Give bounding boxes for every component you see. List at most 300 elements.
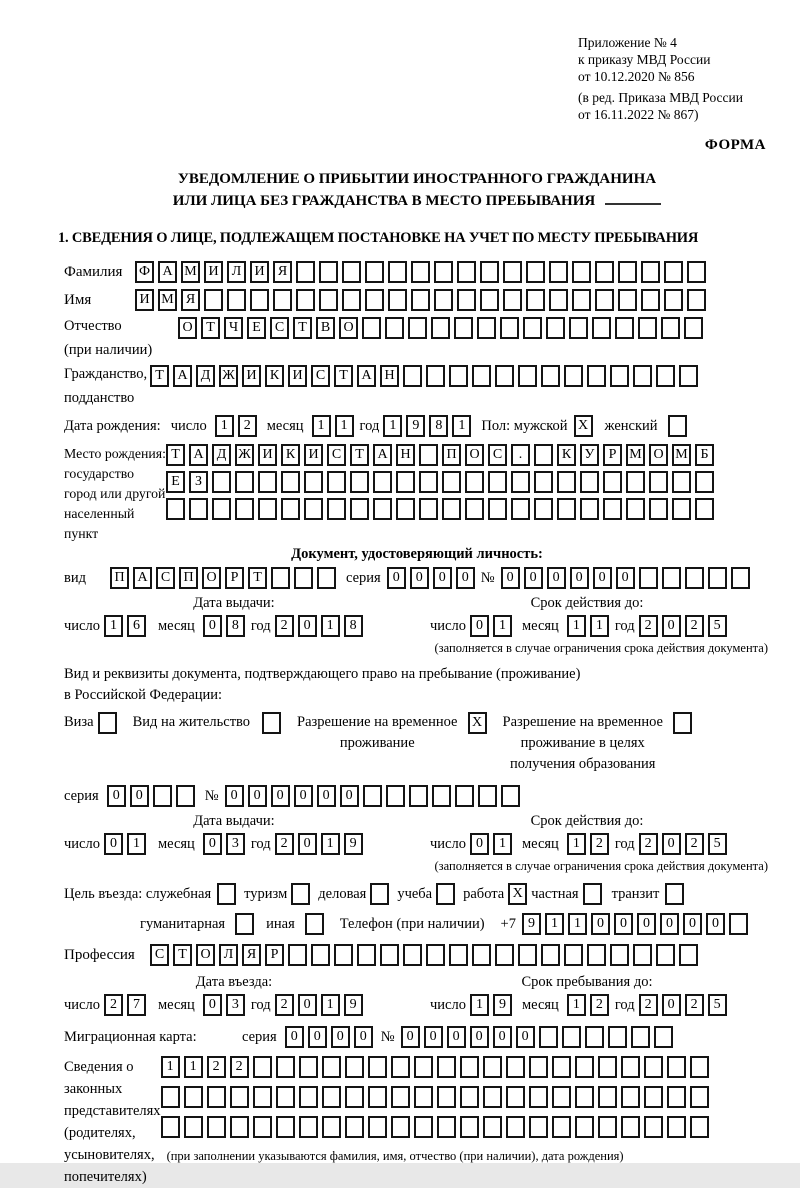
char-cell[interactable]: П	[179, 567, 198, 589]
char-cell[interactable]: 0	[130, 785, 149, 807]
char-cell[interactable]	[365, 261, 384, 283]
char-cell[interactable]	[539, 1026, 558, 1048]
char-cell[interactable]	[506, 1056, 525, 1078]
char-cell[interactable]: 0	[470, 833, 489, 855]
char-cell[interactable]: X	[468, 712, 487, 734]
char-cell[interactable]	[523, 317, 542, 339]
char-cell[interactable]	[501, 785, 520, 807]
char-cell[interactable]	[454, 317, 473, 339]
char-cell[interactable]	[690, 1056, 709, 1078]
permit-issue-year-cells[interactable]	[275, 833, 363, 855]
char-cell[interactable]: 2	[207, 1056, 226, 1078]
char-cell[interactable]: 2	[230, 1056, 249, 1078]
char-cell[interactable]: Т	[166, 444, 185, 466]
char-cell[interactable]	[690, 1116, 709, 1138]
char-cell[interactable]: Д	[212, 444, 231, 466]
char-cell[interactable]	[618, 289, 637, 311]
char-cell[interactable]	[731, 567, 750, 589]
char-cell[interactable]	[419, 444, 438, 466]
char-cell[interactable]: 0	[298, 615, 317, 637]
char-cell[interactable]	[434, 261, 453, 283]
char-cell[interactable]: 2	[275, 615, 294, 637]
char-cell[interactable]: 0	[456, 567, 475, 589]
char-cell[interactable]: X	[574, 415, 593, 437]
char-cell[interactable]: 0	[298, 994, 317, 1016]
char-cell[interactable]: Н	[396, 444, 415, 466]
char-cell[interactable]: 0	[298, 833, 317, 855]
char-cell[interactable]	[380, 944, 399, 966]
char-cell[interactable]: 9	[406, 415, 425, 437]
char-cell[interactable]: Ч	[224, 317, 243, 339]
char-cell[interactable]	[457, 261, 476, 283]
male-checkbox[interactable]	[574, 415, 593, 437]
char-cell[interactable]	[477, 317, 496, 339]
char-cell[interactable]: 1	[545, 913, 564, 935]
char-cell[interactable]: П	[442, 444, 461, 466]
char-cell[interactable]: 1	[312, 415, 331, 437]
char-cell[interactable]	[294, 567, 313, 589]
char-cell[interactable]	[460, 1116, 479, 1138]
char-cell[interactable]	[342, 261, 361, 283]
char-cell[interactable]: С	[488, 444, 507, 466]
char-cell[interactable]	[414, 1056, 433, 1078]
char-cell[interactable]	[357, 944, 376, 966]
char-cell[interactable]	[552, 1056, 571, 1078]
char-cell[interactable]: С	[156, 567, 175, 589]
char-cell[interactable]: С	[150, 944, 169, 966]
char-cell[interactable]	[253, 1056, 272, 1078]
char-cell[interactable]	[437, 1086, 456, 1108]
char-cell[interactable]: 5	[708, 994, 727, 1016]
char-cell[interactable]	[549, 261, 568, 283]
char-cell[interactable]	[595, 289, 614, 311]
char-cell[interactable]	[483, 1116, 502, 1138]
char-cell[interactable]	[592, 317, 611, 339]
char-cell[interactable]	[526, 261, 545, 283]
char-cell[interactable]	[460, 1086, 479, 1108]
char-cell[interactable]	[503, 289, 522, 311]
char-cell[interactable]	[436, 883, 455, 905]
char-cell[interactable]	[363, 785, 382, 807]
char-cell[interactable]	[639, 567, 658, 589]
char-cell[interactable]	[419, 471, 438, 493]
char-cell[interactable]	[546, 317, 565, 339]
char-cell[interactable]	[621, 1116, 640, 1138]
char-cell[interactable]	[495, 365, 514, 387]
char-cell[interactable]: 2	[685, 833, 704, 855]
profession-cells[interactable]	[150, 944, 698, 966]
char-cell[interactable]: И	[204, 261, 223, 283]
char-cell[interactable]: С	[311, 365, 330, 387]
char-cell[interactable]	[511, 471, 530, 493]
char-cell[interactable]	[207, 1116, 226, 1138]
char-cell[interactable]	[345, 1056, 364, 1078]
residence-permit-checkbox[interactable]	[262, 712, 281, 734]
char-cell[interactable]: 0	[614, 913, 633, 935]
char-cell[interactable]: 3	[226, 833, 245, 855]
char-cell[interactable]	[534, 471, 553, 493]
char-cell[interactable]	[503, 261, 522, 283]
char-cell[interactable]: К	[281, 444, 300, 466]
char-cell[interactable]: 0	[410, 567, 429, 589]
char-cell[interactable]: 0	[706, 913, 725, 935]
char-cell[interactable]: X	[508, 883, 527, 905]
purpose-work-checkbox[interactable]	[508, 883, 527, 905]
char-cell[interactable]: 1	[452, 415, 471, 437]
char-cell[interactable]	[529, 1086, 548, 1108]
stay-day-cells[interactable]	[470, 994, 512, 1016]
char-cell[interactable]: 0	[203, 833, 222, 855]
char-cell[interactable]	[273, 289, 292, 311]
char-cell[interactable]	[442, 471, 461, 493]
char-cell[interactable]	[511, 498, 530, 520]
char-cell[interactable]: 0	[662, 833, 681, 855]
entry-month-cells[interactable]	[203, 994, 245, 1016]
char-cell[interactable]	[408, 317, 427, 339]
char-cell[interactable]: 9	[522, 913, 541, 935]
char-cell[interactable]: О	[196, 944, 215, 966]
char-cell[interactable]	[403, 944, 422, 966]
char-cell[interactable]: 1	[335, 415, 354, 437]
char-cell[interactable]	[534, 498, 553, 520]
char-cell[interactable]	[305, 913, 324, 935]
char-cell[interactable]	[465, 498, 484, 520]
permit-expiry-year-cells[interactable]	[639, 833, 727, 855]
char-cell[interactable]	[572, 261, 591, 283]
char-cell[interactable]	[442, 498, 461, 520]
char-cell[interactable]	[449, 365, 468, 387]
char-cell[interactable]: 2	[685, 994, 704, 1016]
char-cell[interactable]	[370, 883, 389, 905]
char-cell[interactable]: 0	[317, 785, 336, 807]
char-cell[interactable]	[396, 471, 415, 493]
char-cell[interactable]	[626, 471, 645, 493]
char-cell[interactable]	[345, 1116, 364, 1138]
guardians-row2-cells[interactable]	[161, 1086, 709, 1108]
char-cell[interactable]	[184, 1086, 203, 1108]
char-cell[interactable]	[386, 785, 405, 807]
char-cell[interactable]	[368, 1086, 387, 1108]
char-cell[interactable]: 0	[294, 785, 313, 807]
char-cell[interactable]: .	[511, 444, 530, 466]
char-cell[interactable]: Т	[150, 365, 169, 387]
char-cell[interactable]: 2	[590, 994, 609, 1016]
char-cell[interactable]	[595, 261, 614, 283]
doc-expiry-day-cells[interactable]	[470, 615, 512, 637]
char-cell[interactable]	[495, 944, 514, 966]
char-cell[interactable]	[549, 289, 568, 311]
char-cell[interactable]	[575, 1086, 594, 1108]
char-cell[interactable]	[587, 365, 606, 387]
char-cell[interactable]	[483, 1056, 502, 1078]
char-cell[interactable]: 0	[387, 567, 406, 589]
char-cell[interactable]	[455, 785, 474, 807]
char-cell[interactable]	[638, 317, 657, 339]
char-cell[interactable]	[276, 1056, 295, 1078]
char-cell[interactable]: С	[270, 317, 289, 339]
char-cell[interactable]: 9	[493, 994, 512, 1016]
char-cell[interactable]: 0	[493, 1026, 512, 1048]
char-cell[interactable]: Л	[227, 261, 246, 283]
char-cell[interactable]	[322, 1116, 341, 1138]
char-cell[interactable]	[585, 1026, 604, 1048]
char-cell[interactable]	[541, 944, 560, 966]
doc-type-cells[interactable]	[110, 567, 336, 589]
char-cell[interactable]	[299, 1116, 318, 1138]
char-cell[interactable]	[610, 365, 629, 387]
char-cell[interactable]: 1	[567, 833, 586, 855]
char-cell[interactable]: 2	[104, 994, 123, 1016]
char-cell[interactable]: 0	[225, 785, 244, 807]
permit-series-cells[interactable]	[107, 785, 195, 807]
char-cell[interactable]: 0	[637, 913, 656, 935]
char-cell[interactable]: И	[288, 365, 307, 387]
char-cell[interactable]: 0	[271, 785, 290, 807]
char-cell[interactable]: 0	[501, 567, 520, 589]
char-cell[interactable]	[472, 944, 491, 966]
char-cell[interactable]	[299, 1086, 318, 1108]
char-cell[interactable]	[319, 261, 338, 283]
entry-day-cells[interactable]	[104, 994, 146, 1016]
char-cell[interactable]: Ф	[135, 261, 154, 283]
char-cell[interactable]	[552, 1086, 571, 1108]
birth-day-cells[interactable]	[215, 415, 257, 437]
char-cell[interactable]	[631, 1026, 650, 1048]
char-cell[interactable]	[207, 1086, 226, 1108]
purpose-official-checkbox[interactable]	[217, 883, 236, 905]
char-cell[interactable]: 0	[524, 567, 543, 589]
doc-issue-month-cells[interactable]	[203, 615, 245, 637]
char-cell[interactable]	[695, 471, 714, 493]
char-cell[interactable]	[644, 1086, 663, 1108]
char-cell[interactable]: 0	[285, 1026, 304, 1048]
char-cell[interactable]: 1	[567, 615, 586, 637]
char-cell[interactable]	[166, 498, 185, 520]
char-cell[interactable]: О	[649, 444, 668, 466]
char-cell[interactable]: М	[672, 444, 691, 466]
stay-month-cells[interactable]	[567, 994, 609, 1016]
char-cell[interactable]: 0	[662, 615, 681, 637]
char-cell[interactable]: 0	[248, 785, 267, 807]
char-cell[interactable]	[327, 498, 346, 520]
char-cell[interactable]	[449, 944, 468, 966]
char-cell[interactable]	[626, 498, 645, 520]
entry-year-cells[interactable]	[275, 994, 363, 1016]
doc-issue-year-cells[interactable]	[275, 615, 363, 637]
char-cell[interactable]: Ж	[235, 444, 254, 466]
char-cell[interactable]	[457, 289, 476, 311]
char-cell[interactable]	[304, 471, 323, 493]
char-cell[interactable]	[633, 944, 652, 966]
char-cell[interactable]: 7	[127, 994, 146, 1016]
char-cell[interactable]	[615, 317, 634, 339]
char-cell[interactable]: Р	[603, 444, 622, 466]
char-cell[interactable]: 9	[344, 833, 363, 855]
guardians-row3-cells[interactable]	[161, 1116, 709, 1138]
char-cell[interactable]	[587, 944, 606, 966]
char-cell[interactable]	[250, 289, 269, 311]
char-cell[interactable]	[641, 289, 660, 311]
char-cell[interactable]: И	[258, 444, 277, 466]
char-cell[interactable]: 1	[184, 1056, 203, 1078]
char-cell[interactable]	[598, 1116, 617, 1138]
char-cell[interactable]	[506, 1116, 525, 1138]
char-cell[interactable]: 0	[591, 913, 610, 935]
permit-issue-month-cells[interactable]	[203, 833, 245, 855]
char-cell[interactable]: 0	[662, 994, 681, 1016]
char-cell[interactable]	[557, 498, 576, 520]
patronymic-cells[interactable]	[178, 317, 703, 339]
doc-expiry-year-cells[interactable]	[639, 615, 727, 637]
char-cell[interactable]	[672, 498, 691, 520]
char-cell[interactable]	[368, 1056, 387, 1078]
char-cell[interactable]	[288, 944, 307, 966]
surname-cells[interactable]	[135, 261, 706, 283]
char-cell[interactable]	[729, 913, 748, 935]
char-cell[interactable]: О	[465, 444, 484, 466]
char-cell[interactable]: О	[202, 567, 221, 589]
char-cell[interactable]	[580, 471, 599, 493]
char-cell[interactable]	[673, 712, 692, 734]
temp-residence-checkbox[interactable]	[468, 712, 487, 734]
char-cell[interactable]	[598, 1056, 617, 1078]
char-cell[interactable]	[662, 567, 681, 589]
visa-checkbox[interactable]	[98, 712, 117, 734]
char-cell[interactable]: И	[135, 289, 154, 311]
char-cell[interactable]	[506, 1086, 525, 1108]
char-cell[interactable]	[334, 944, 353, 966]
char-cell[interactable]: О	[339, 317, 358, 339]
char-cell[interactable]: Т	[334, 365, 353, 387]
char-cell[interactable]: 0	[447, 1026, 466, 1048]
char-cell[interactable]	[437, 1056, 456, 1078]
char-cell[interactable]: И	[304, 444, 323, 466]
char-cell[interactable]	[350, 498, 369, 520]
char-cell[interactable]	[679, 365, 698, 387]
char-cell[interactable]: Е	[166, 471, 185, 493]
char-cell[interactable]: 0	[660, 913, 679, 935]
char-cell[interactable]	[342, 289, 361, 311]
char-cell[interactable]	[541, 365, 560, 387]
char-cell[interactable]	[518, 365, 537, 387]
birth-year-cells[interactable]	[383, 415, 471, 437]
char-cell[interactable]: 1	[568, 913, 587, 935]
char-cell[interactable]	[654, 1026, 673, 1048]
guardians-row1-cells[interactable]	[161, 1056, 709, 1078]
char-cell[interactable]: З	[189, 471, 208, 493]
female-checkbox[interactable]	[668, 415, 687, 437]
char-cell[interactable]	[687, 289, 706, 311]
char-cell[interactable]	[633, 365, 652, 387]
doc-expiry-month-cells[interactable]	[567, 615, 609, 637]
char-cell[interactable]: 0	[104, 833, 123, 855]
char-cell[interactable]	[500, 317, 519, 339]
char-cell[interactable]	[608, 1026, 627, 1048]
char-cell[interactable]: С	[327, 444, 346, 466]
permit-expiry-day-cells[interactable]	[470, 833, 512, 855]
char-cell[interactable]: 1	[321, 994, 340, 1016]
char-cell[interactable]: 1	[321, 833, 340, 855]
char-cell[interactable]	[685, 567, 704, 589]
char-cell[interactable]	[431, 317, 450, 339]
char-cell[interactable]	[296, 261, 315, 283]
migcard-number-cells[interactable]	[401, 1026, 673, 1048]
char-cell[interactable]: Т	[201, 317, 220, 339]
char-cell[interactable]: 0	[354, 1026, 373, 1048]
char-cell[interactable]	[388, 289, 407, 311]
char-cell[interactable]: 1	[493, 833, 512, 855]
char-cell[interactable]	[667, 1116, 686, 1138]
char-cell[interactable]	[557, 471, 576, 493]
char-cell[interactable]: 0	[340, 785, 359, 807]
char-cell[interactable]	[419, 498, 438, 520]
firstname-cells[interactable]	[135, 289, 706, 311]
char-cell[interactable]: О	[178, 317, 197, 339]
char-cell[interactable]: Я	[181, 289, 200, 311]
char-cell[interactable]: П	[110, 567, 129, 589]
char-cell[interactable]	[212, 471, 231, 493]
purpose-humanitarian-checkbox[interactable]	[235, 913, 254, 935]
char-cell[interactable]	[373, 498, 392, 520]
char-cell[interactable]: 8	[344, 615, 363, 637]
char-cell[interactable]	[572, 289, 591, 311]
char-cell[interactable]	[391, 1056, 410, 1078]
birthplace-row1-cells[interactable]	[166, 444, 714, 466]
char-cell[interactable]	[304, 498, 323, 520]
char-cell[interactable]: А	[133, 567, 152, 589]
char-cell[interactable]: 5	[708, 833, 727, 855]
char-cell[interactable]: А	[158, 261, 177, 283]
char-cell[interactable]: Р	[265, 944, 284, 966]
doc-series-cells[interactable]	[387, 567, 475, 589]
char-cell[interactable]: М	[181, 261, 200, 283]
char-cell[interactable]: 9	[344, 994, 363, 1016]
char-cell[interactable]	[281, 471, 300, 493]
char-cell[interactable]: 2	[639, 994, 658, 1016]
char-cell[interactable]: 0	[424, 1026, 443, 1048]
char-cell[interactable]	[281, 498, 300, 520]
char-cell[interactable]: 6	[127, 615, 146, 637]
purpose-business-checkbox[interactable]	[370, 883, 389, 905]
char-cell[interactable]	[153, 785, 172, 807]
char-cell[interactable]	[564, 944, 583, 966]
char-cell[interactable]	[610, 944, 629, 966]
char-cell[interactable]	[690, 1086, 709, 1108]
temp-residence-edu-checkbox[interactable]	[673, 712, 692, 734]
char-cell[interactable]	[661, 317, 680, 339]
char-cell[interactable]	[569, 317, 588, 339]
char-cell[interactable]: А	[373, 444, 392, 466]
char-cell[interactable]	[322, 1086, 341, 1108]
char-cell[interactable]	[518, 944, 537, 966]
char-cell[interactable]	[296, 289, 315, 311]
char-cell[interactable]: Н	[380, 365, 399, 387]
char-cell[interactable]: Е	[247, 317, 266, 339]
char-cell[interactable]	[411, 261, 430, 283]
char-cell[interactable]: 0	[570, 567, 589, 589]
char-cell[interactable]: 0	[308, 1026, 327, 1048]
char-cell[interactable]	[529, 1056, 548, 1078]
char-cell[interactable]: 2	[275, 994, 294, 1016]
char-cell[interactable]	[385, 317, 404, 339]
char-cell[interactable]	[276, 1116, 295, 1138]
char-cell[interactable]: И	[250, 261, 269, 283]
char-cell[interactable]	[598, 1086, 617, 1108]
char-cell[interactable]	[258, 498, 277, 520]
char-cell[interactable]	[603, 498, 622, 520]
char-cell[interactable]	[161, 1086, 180, 1108]
purpose-transit-checkbox[interactable]	[665, 883, 684, 905]
